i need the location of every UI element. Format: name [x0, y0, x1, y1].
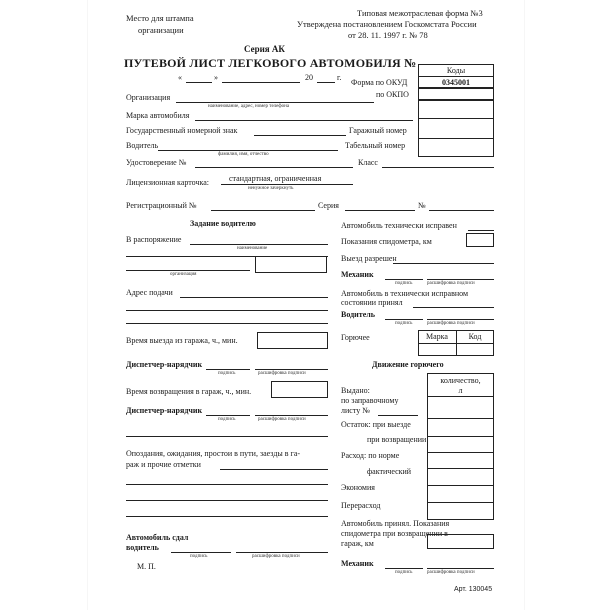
mechanic-decode-hint: расшифровка подписи	[427, 281, 475, 286]
series-field[interactable]	[345, 210, 415, 211]
driver-field[interactable]	[158, 150, 338, 151]
mechanic-2-label: Механик	[341, 559, 374, 568]
date-month-field[interactable]	[222, 82, 300, 83]
departure-allowed-field[interactable]	[393, 263, 494, 264]
list-no-field[interactable]	[378, 415, 418, 416]
mechanic-decode[interactable]	[427, 279, 494, 280]
mechanic-signature-hint: подпись	[395, 281, 413, 286]
organization-hint: наименование, адрес, номер телефона	[208, 104, 290, 109]
odometer-label: Показания спидометра, км	[341, 237, 432, 246]
date-day-field[interactable]	[186, 82, 212, 83]
org-code-box[interactable]	[255, 256, 327, 273]
class-label: Класс	[358, 158, 378, 167]
stamp-mp-label: М. П.	[137, 562, 156, 571]
stamp-place-label-2: организации	[138, 25, 184, 35]
delays-field[interactable]	[220, 469, 328, 470]
handed-signature-hint: подпись	[190, 554, 208, 559]
dispatcher-2-signature-hint: подпись	[218, 417, 236, 422]
delays-line-3[interactable]	[126, 500, 328, 501]
driver-task-heading: Задание водителю	[190, 219, 256, 228]
dispatcher-1-signature[interactable]	[206, 369, 250, 370]
dispatcher-1-signature-hint: подпись	[218, 371, 236, 376]
accepted-return-label-3: гараж, км	[341, 539, 374, 548]
organization-label: Организация	[126, 93, 171, 102]
class-field[interactable]	[382, 167, 494, 168]
tech-ok-label: Автомобиль технически исправен	[341, 221, 457, 230]
issued-label: Выдано:	[341, 386, 370, 395]
state-number-label: Государственный номерной знак	[126, 126, 238, 135]
org-hint: организация	[170, 272, 197, 277]
at-disposal-field[interactable]	[190, 244, 328, 245]
number-field[interactable]	[429, 210, 494, 211]
accepted-label-2: состоянии принял	[341, 298, 403, 307]
car-brand-field[interactable]	[195, 120, 413, 121]
accepted-field[interactable]	[413, 307, 494, 308]
return-time-label: Время возвращения в гараж, ч., мин.	[126, 387, 252, 396]
mechanic-2-signature-hint: подпись	[395, 570, 413, 575]
date-quote-open: «	[178, 73, 182, 82]
dispatcher-2-signature[interactable]	[206, 415, 250, 416]
okud-label: Форма по ОКУД	[351, 78, 408, 87]
registration-label: Регистрационный №	[126, 201, 197, 210]
okpo-code-box[interactable]	[418, 88, 494, 100]
handed-decode-hint: расшифровка подписи	[252, 554, 300, 559]
series-label: Серия АК	[244, 44, 285, 54]
organization-line[interactable]	[126, 270, 250, 271]
quantity-header: количество,	[440, 376, 481, 385]
delivery-address-field[interactable]	[180, 297, 328, 298]
handed-driver-label: водитель	[126, 543, 159, 552]
stamp-place-label: Место для штампа	[126, 13, 194, 23]
actual-label: фактический	[367, 467, 412, 476]
accepted-return-label: Автомобиль принял. Показания	[341, 519, 450, 528]
fuel-brand-header: Марка	[426, 332, 448, 341]
mechanic-2-signature[interactable]	[385, 568, 423, 569]
delivery-address-line-2[interactable]	[126, 310, 328, 311]
article-number: Арт. 130045	[454, 586, 493, 593]
departure-time-label: Время выезда из гаража, ч., мин.	[126, 336, 238, 345]
mechanic-label: Механик	[341, 270, 374, 279]
quantity-unit: л	[458, 386, 463, 395]
list-no-label: листу №	[341, 406, 370, 415]
dispatcher-1-decode-hint: расшифровка подписи	[258, 371, 306, 376]
delays-label-2: раж и прочие отметки	[126, 460, 201, 469]
accepted-label: Автомобиль в технически исправном	[341, 289, 469, 298]
driver-signature[interactable]	[385, 319, 423, 320]
driver-sign-label: Водитель	[341, 310, 375, 319]
name-hint: наименование	[237, 246, 268, 251]
year-suffix: г.	[337, 73, 342, 82]
dispatcher-2-decode[interactable]	[255, 415, 328, 416]
driver-hint: фамилия, имя, отчество	[218, 152, 269, 157]
approval-date-label: от 28. 11. 1997 г. № 78	[348, 30, 428, 40]
dispatcher-2-decode-hint: расшифровка подписи	[258, 417, 306, 422]
license-card-hint: ненужное зачеркнуть	[248, 186, 294, 191]
handed-over-label: Автомобиль сдал	[126, 533, 189, 542]
fuel-movement-heading: Движение горючего	[372, 360, 444, 369]
driver-signature-hint: подпись	[395, 321, 413, 326]
economy-label: Экономия	[341, 483, 375, 492]
fuel-code-header: Код	[468, 332, 482, 341]
license-card-label: Лицензионная карточка:	[126, 178, 210, 187]
form-type-label: Типовая межотраслевая форма №3	[357, 8, 483, 18]
garage-number-label: Гаражный номер	[349, 126, 407, 135]
okpo-label: по ОКПО	[376, 90, 409, 99]
license-label: Удостоверение №	[126, 158, 187, 167]
by-list-label: по заправочному	[341, 396, 399, 405]
remaining-label: Остаток: при выезде	[341, 420, 411, 429]
at-disposal-label: В распоряжение	[126, 235, 182, 244]
delays-label: Опоздания, ожидания, простои в пути, заезды в га-	[126, 449, 301, 458]
car-brand-label: Марка автомобиля	[126, 111, 190, 120]
dispatcher-1-decode[interactable]	[255, 369, 328, 370]
delays-line-4[interactable]	[126, 516, 328, 517]
series-field-label: Серия	[318, 201, 339, 210]
handed-decode[interactable]	[236, 552, 328, 553]
dispatcher-1-label: Диспетчер-нарядчик	[126, 360, 203, 369]
okud-code-value: 0345001	[442, 78, 470, 87]
mechanic-2-decode-hint: расшифровка подписи	[427, 570, 475, 575]
departure-time-box[interactable]	[257, 332, 328, 349]
registration-field[interactable]	[211, 210, 315, 211]
date-quote-close: »	[214, 73, 218, 82]
mechanic-2-decode[interactable]	[427, 568, 494, 569]
accepted-return-label-2: спидометра при возвращении в	[341, 529, 448, 538]
handed-signature[interactable]	[171, 552, 231, 553]
dispatcher-2-label: Диспетчер-нарядчик	[126, 406, 203, 415]
delivery-address-label: Адрес подачи	[126, 288, 173, 297]
consumption-label: Расход: по норме	[341, 451, 400, 460]
approval-label: Утверждена постановлением Госкомстата России	[297, 19, 477, 29]
driver-label: Водитель	[126, 141, 159, 150]
page-title: ПУТЕВОЙ ЛИСТ ЛЕГКОВОГО АВТОМОБИЛЯ №	[124, 56, 417, 70]
return-time-box[interactable]	[271, 381, 328, 398]
mechanic-signature[interactable]	[385, 279, 423, 280]
overuse-label: Перерасход	[341, 501, 381, 510]
return-odometer-box[interactable]	[427, 534, 494, 549]
date-year-field[interactable]	[317, 82, 335, 83]
departure-allowed-label: Выезд разрешен	[341, 254, 397, 263]
driver-decode-hint: расшифровка подписи	[427, 321, 475, 326]
state-number-field[interactable]	[254, 135, 346, 136]
tech-ok-field[interactable]	[468, 230, 494, 231]
blank-line-1[interactable]	[126, 436, 328, 437]
codes-column-box	[418, 100, 494, 157]
personnel-number-label: Табельный номер	[345, 141, 406, 150]
odometer-box[interactable]	[466, 233, 494, 247]
fuel-label: Горючее	[341, 333, 370, 342]
delays-line-2[interactable]	[126, 484, 328, 485]
number-sign-label: №	[418, 201, 426, 210]
license-card-field[interactable]	[221, 184, 353, 185]
delivery-address-line-3[interactable]	[126, 323, 328, 324]
license-field[interactable]	[195, 167, 353, 168]
year-prefix: 20	[305, 73, 313, 82]
organization-field[interactable]	[176, 102, 374, 103]
on-return-label: при возвращении	[367, 435, 427, 444]
driver-decode[interactable]	[427, 319, 494, 320]
codes-header: Коды	[446, 66, 466, 75]
license-card-options: стандартная, ограниченная	[229, 174, 322, 183]
